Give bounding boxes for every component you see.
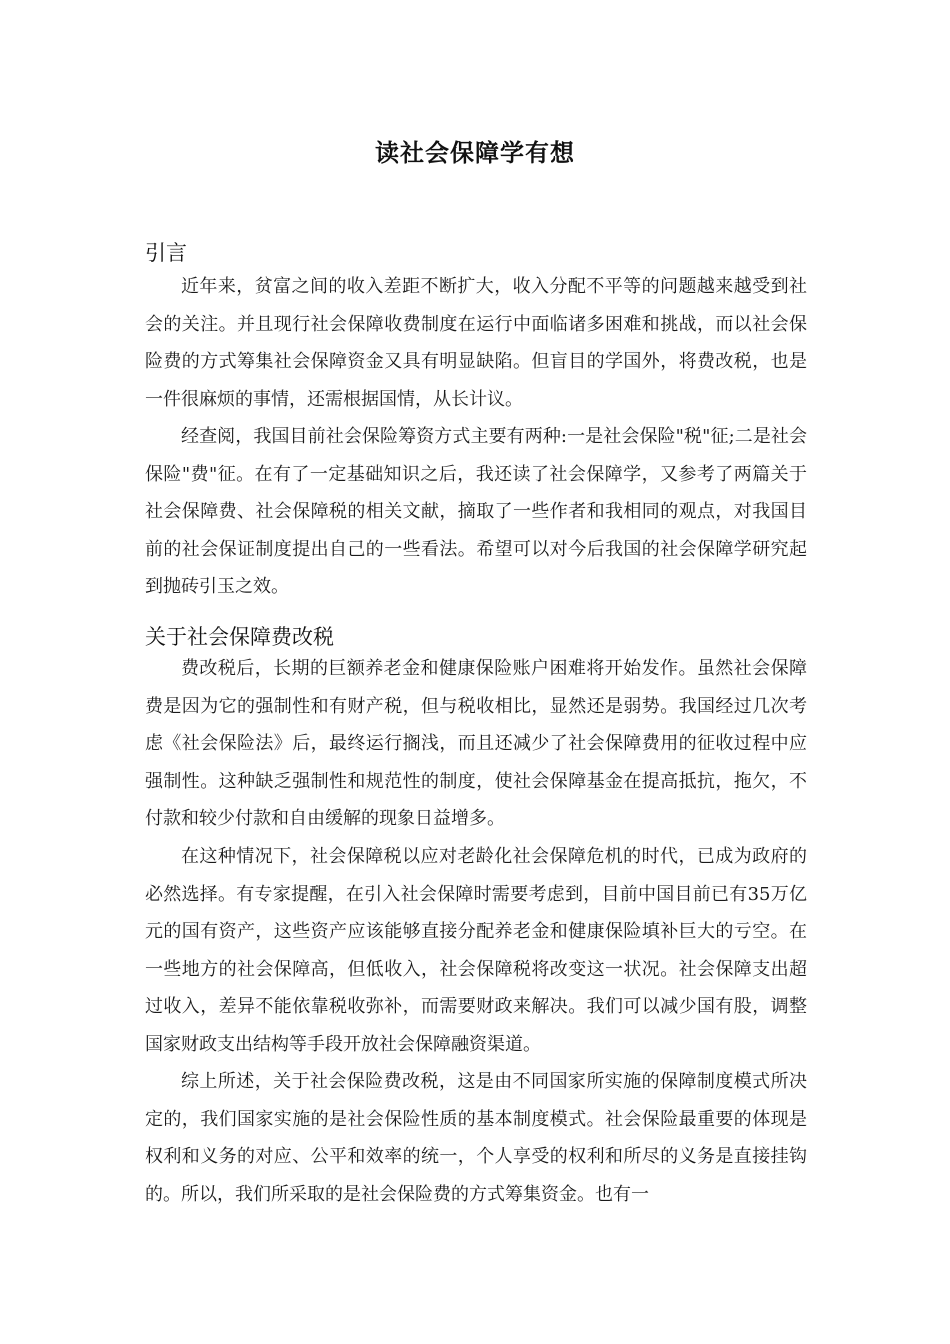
section-heading-intro: 引言 (145, 241, 187, 265)
paragraph: 近年来，贫富之间的收入差距不断扩大，收入分配不平等的问题越来越受到社会的关注。并且现行社会保障收费制度在运行中面临诸多困难和挑战，而以社会保险费的方式筹集社会保障资金又具有明显缺陷。但盲目的学国外，将费改税，也是一件很麻烦的事情，还需根据国情，从长计议。 (145, 276, 807, 410)
paragraph: 经查阅，我国目前社会保险筹资方式主要有两种:一是社会保险"税"征;二是社会保险"费"征。在有了一定基础知识之后，我还读了社会保障学，又参考了两篇关于社会保障费、社会保障税的相关文献，摘取了一些作者和我相同的观点，对我国目前的社会保证制度提出自己的一些看法。希望可以对今后我国的社会保障学研究起到抛砖引玉之效。 (145, 426, 807, 597)
paragraph: 费改税后，长期的巨额养老金和健康保险账户困难将开始发作。虽然社会保障费是因为它的强制性和有财产税，但与税收相比，显然还是弱势。我国经过几次考虑《社会保险法》后，最终运行搁浅，而且还减少了社会保障费用的征收过程中应强制性。这种缺乏强制性和规范性的制度，使社会保障基金在提高抵抗，拖欠，不付款和较少付款和自由缓解的现象日益增多。 (145, 658, 807, 829)
section-heading-fee-to-tax: 关于社会保障费改税 (145, 625, 334, 649)
paragraph: 综上所述，关于社会保险费改税，这是由不同国家所实施的保障制度模式所决定的，我们国家实施的是社会保险性质的基本制度模式。社会保险最重要的体现是权利和义务的对应、公平和效率的统一，个人享受的权利和所尽的义务是直接挂钩的。所以，我们所采取的是社会保险费的方式筹集资金。也有一 (145, 1071, 807, 1205)
document-title: 读社会保障学有想 (375, 139, 575, 167)
paragraph: 在这种情况下，社会保障税以应对老龄化社会保障危机的时代，已成为政府的必然选择。有专家提醒，在引入社会保障时需要考虑到，目前中国目前已有35万亿元的国有资产，这些资产应该能够直接分配养老金和健康保险填补巨大的亏空。在一些地方的社会保障高，但低收入，社会保障税将改变这一状况。社会保障支出超过收入，差异不能依靠税收弥补，而需要财政来解决。我们可以减少国有股，调整国家财政支出结构等手段开放社会保障融资渠道。 (145, 846, 807, 1055)
